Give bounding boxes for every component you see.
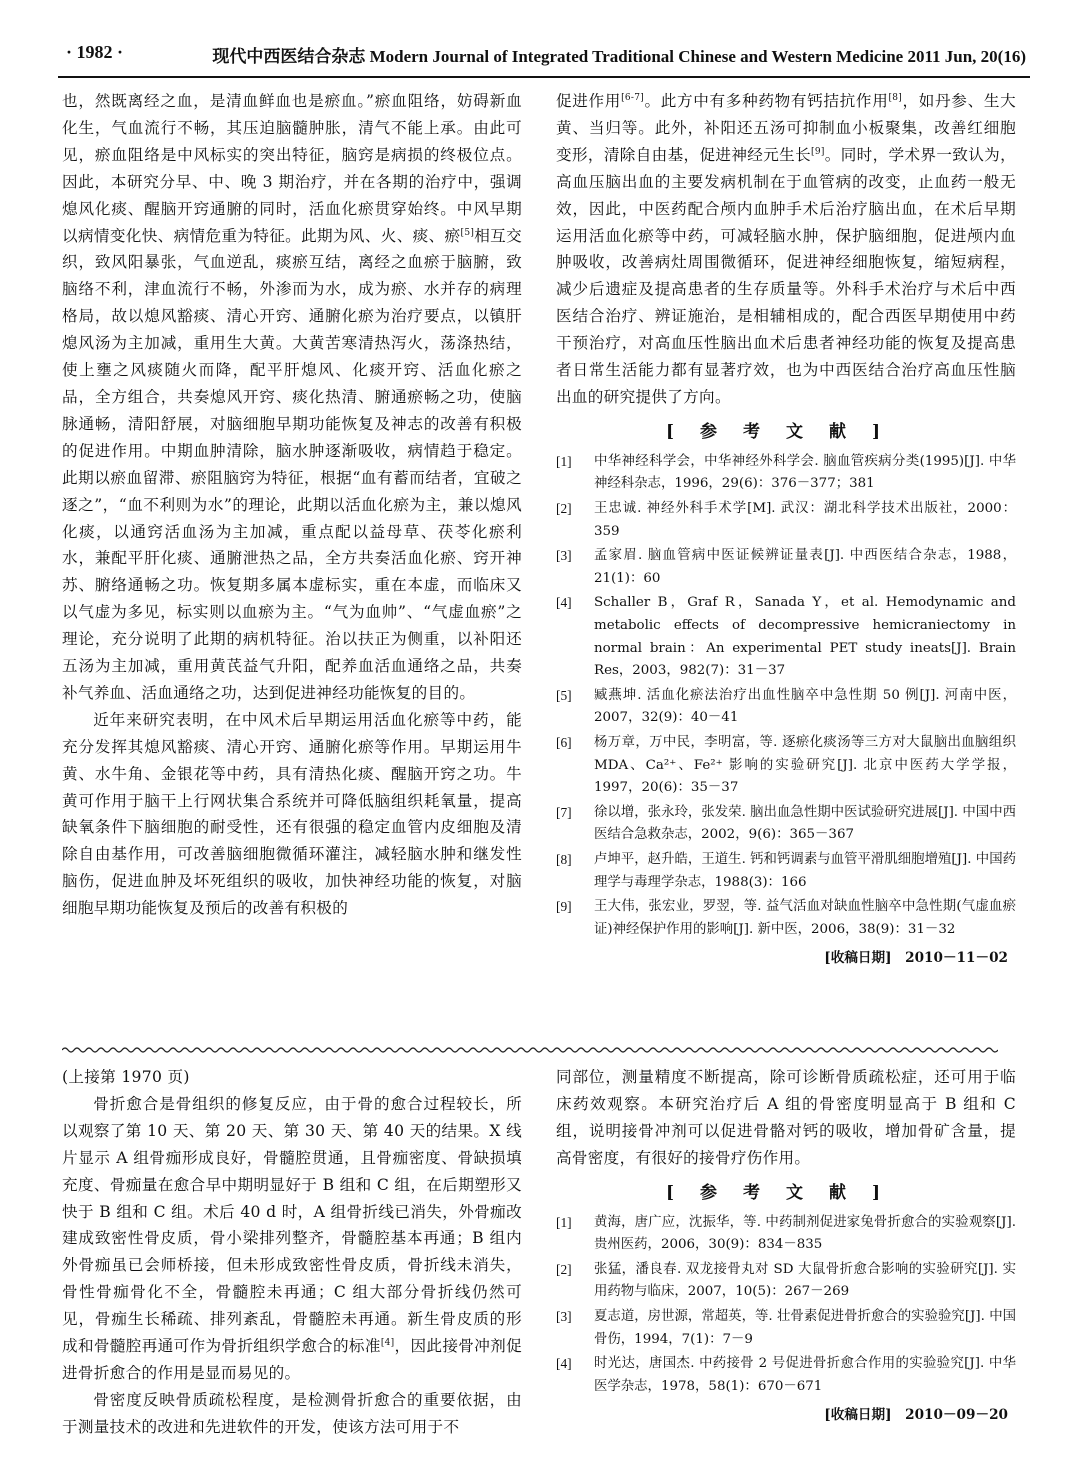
upper-right-column [556,88,1016,1038]
lower-right-column [556,1064,1016,1462]
references-list [556,1212,1016,1399]
reference-item: [1] 黄海，唐广应，沈振华，等. 中药制剂促进家兔骨折愈合的实验观察[J]. 贵州医药，2006，30(9)：834－835 [556,1214,1016,1253]
lower-right-paragraph: 同部位，测量精度不断提高，除可诊断骨质疏松症，还可用于临床药效观察。本研究治疗后 A 组的骨密度明显高于 B 组和 C 组，说明接骨冲剂可以促进骨骼对钙的吸收，增加骨矿含量，提高骨密度，有很好的接骨疗伤作用。 [556,1068,1016,1167]
lower-left-paragraph-2: 骨密度反映骨质疏松程度，是检测骨折愈合的重要依据，由于测量技术的改进和先进软件的开发，使该方法可用于不 [62,1390,522,1436]
upper-left-paragraph-1: 也，然既离经之血，是清血鲜血也是瘀血。”瘀血阻络，妨碍新血化生，气血流行不畅，其压迫脑髓肿胀，清气不能上承。由此可见，瘀血阻络是中风标实的突出特征，脑窍是病损的终极位点。因此，本研究分早、中、晚 3 期治疗，并在各期的治疗中，强调熄风化痰、醒脑开窍通腑的同时，活血化瘀贯穿始终。中风早期以病情变化快、病情危重为特征。此期为风、火、痰、瘀[5]相互交织，致风阳暴张，气血逆乱，痰瘀互结，离经之血瘀于脑腑，致脑络不利，津血流行不畅，外渗而为水，成为瘀、水并存的病理格局，故以熄风豁痰、清心开窍、通腑化瘀为治疗要点，以镇肝熄风汤为主加减，重用生大黄。大黄苦寒清热泻火，荡涤热结，使上壅之风痰随火而降，配平肝熄风、化痰开窍、活血化瘀之品，全方组合，共奏熄风开窍、痰化热清、腑通瘀畅之功，使脑脉通畅，清阳舒展，对脑细胞早期功能恢复及神志的改善有积极的促进作用。中期血肿清除，脑水肿逐渐吸收，病情趋于稳定。此期以瘀血留滞、瘀阻脑窍为特征，根据“血有蓄而结者，宜破之逐之”，“血不利则为水”的理论，此期以活血化瘀为主，兼以熄风化痰，以通窍活血汤为主加减，重点配以益母草、茯苓化瘀利水，兼配平肝化痰、通腑泄热之品，全方共奏活血化瘀、窍开神苏、腑络通畅之功。恢复期多属本虚标实，重在本虚，而临床又以气虚为多见，标实则以血瘀为主。“气为血帅”、“气虚血瘀”之理论，充分说明了此期的病机特征。治以扶正为侧重，以补阳还五汤为主加减，重用黄芪益气升阳，配养血活血通络之品，共奏补气养血、活血通络之功，达到促进神经功能恢复的目的。 [62,92,522,702]
citation: [8] [888,92,903,103]
lower-left-paragraph-1: 骨折愈合是骨组织的修复反应，由于骨的愈合过程较长，所以观察了第 10 天、第 20 天、第 30 天、第 40 天的结果。X 线片显示 A 组骨痂形成良好，骨髓腔贯通，且骨痂密度、骨缺损填充度、骨痂量在愈合早中期明显好于 B 组和 C 组，在后期塑形又快于 B 组和 C 组。术后 40 d 时，A 组骨折线已消失，外骨痂改建成致密性骨皮质，骨小梁排列整齐，骨髓腔基本再通；B 组内外骨痂虽已会师桥接，但未形成致密性骨皮质，骨折线未消失，骨性骨痂骨化不全，骨髓腔未再通；C 组大部分骨折线仍然可见，骨痂生长稀疏、排列紊乱，骨髓腔未再通。新生骨皮质的形成和骨髓腔再通可作为骨折组织学愈合的标准[4]，因此接骨冲剂促进骨折愈合的作用是显而易见的。 [62,1094,522,1382]
upper-right-paragraph: 促进作用[6-7]。此方中有多种药物有钙拮抗作用[8]，如丹参、生大黄、当归等。此外，补阳还五汤可抑制血小板聚集，改善红细胞变形，清除自由基，促进神经元生长[9]。同时，学术界一致认为，高血压脑出血的主要发病机制在于血管病的改变，止血药一般无效，因此，中医药配合颅内血肿手术后治疗脑出血，在术后早期运用活血化瘀等中药，可减轻脑水肿，保护脑细胞，促进颅内血肿吸收，改善病灶周围微循环，促进神经细胞恢复，缩短病程，减少后遗症及提高患者的生存质量等。外科手术治疗与术后中西医结合治疗、辨证施治，是相辅相成的，配合西医早期使用中药干预治疗，对高血压性脑出血术后患者神经功能的恢复及提高患者日常生活能力都有显著疗效，也为中西医结合治疗高血压性脑出血的研究提供了方向。 [556,92,1016,406]
upper-left-column [62,88,522,1038]
reference-item: [4] 时光达，唐国杰. 中药接骨 2 号促进骨折愈合作用的实验验究[J]. 中华医学杂志，1978，58(1)：670－671 [556,1356,1016,1394]
citation: [4] [380,1337,395,1348]
page-header [58,36,1030,78]
reference-item: [5] 臧燕坤. 活血化瘀法治疗出血性脑卒中急性期 50 例[J]. 河南中医，2007，32(9)：40－41 [556,687,1016,726]
references-list [556,451,1016,941]
reference-item: [9] 王大伟，张宏业，罗翌，等. 益气活血对缺血性脑卒中急性期(气虚血瘀证)神经保护作用的影响[J]. 新中医，2006，38(9)：31－32 [556,899,1016,937]
citation: [9] [811,146,825,157]
references-heading: [参考文献] [665,421,907,442]
reference-item: [6] 杨万章，万中民，李明富，等. 逐瘀化痰汤等三方对大鼠脑出血脑组织 MDA、Ca²⁺、Fe²⁺ 影响的实验研究[J]. 北京中医药大学学报，1997，20(6)：35－37 [556,735,1016,796]
reference-item: [7] 徐以增，张永玲，张发荣. 脑出血急性期中医试验研究进展[J]. 中国中西医结合急救杂志，2002，9(6)：365－367 [556,804,1016,843]
journal-title: 现代中西医结合杂志 Modern Journal of Integrated Traditional Chinese and Western Medicine 2011 Jun, 20(16) [212,47,1026,66]
received-date: [收稿日期] 2010－11－02 [824,950,1008,967]
upper-left-paragraph-2: 近年来研究表明，在中风术后早期运用活血化瘀等中药，能充分发挥其熄风豁痰、清心开窍、通腑化瘀等作用。早期运用牛黄、水牛角、金银花等中药，具有清热化痰、醒脑开窍之功。牛黄可作用于脑干上行网状集合系统并可降低脑组织耗氧量，提高缺氧条件下脑细胞的耐受性，还有很强的稳定血管内皮细胞及清除自由基作用，可改善脑细胞微循环灌注，减轻脑水肿和继发性脑伤，促进血肿及坏死组织的吸收，加快神经功能的恢复，对脑细胞早期功能恢复及预后的改善有积极的 [62,710,522,918]
reference-item: [8] 卢坤平，赵升皓，王道生. 钙和钙调素与血管平滑肌细胞增殖[J]. 中国药理学与毒理学杂志，1988(3)：166 [556,851,1016,890]
reference-item: [3] 孟家眉. 脑血管病中医证候辨证量表[J]. 中西医结合杂志，1988，21(1)：60 [556,548,1016,586]
received-date: [收稿日期] 2010－09－20 [824,1407,1008,1424]
page-number: · 1982 · [66,42,124,62]
citation: [5] [460,227,475,238]
continued-note: (上接第 1970 页) [62,1068,190,1086]
reference-item: [3] 夏志道，房世源，常超英，等. 壮骨素促进骨折愈合的实验验究[J]. 中国骨伤，1994，7(1)：7－9 [556,1309,1016,1347]
lower-left-column [62,1064,522,1462]
reference-item: [2] 张猛，潘良春. 双龙接骨丸对 SD 大鼠骨折愈合影响的实验研究[J]. 实用药物与临床，2007，10(5)：267－269 [556,1261,1016,1300]
reference-item: [1] 中华神经科学会，中华神经外科学会. 脑血管疾病分类(1995)[J]. 中华神经科杂志，1996，29(6)：376－377；381 [556,453,1016,492]
wavy-separator [62,1045,998,1055]
reference-item: [4] Schaller B，Graf R，Sanada Y，et al. Hemodynamic and metabolic effects of decompressive hemicraniectomy in normal brain：An experimental PET study ineats[J]. Brain Res，2003，982(7)：31－37 [556,595,1016,679]
citation: [6-7] [621,92,645,103]
references-heading: [参考文献] [665,1182,907,1203]
reference-item: [2] 王忠诚. 神经外科手术学[M]. 武汉：湖北科学技术出版社，2000：359 [556,501,1016,539]
